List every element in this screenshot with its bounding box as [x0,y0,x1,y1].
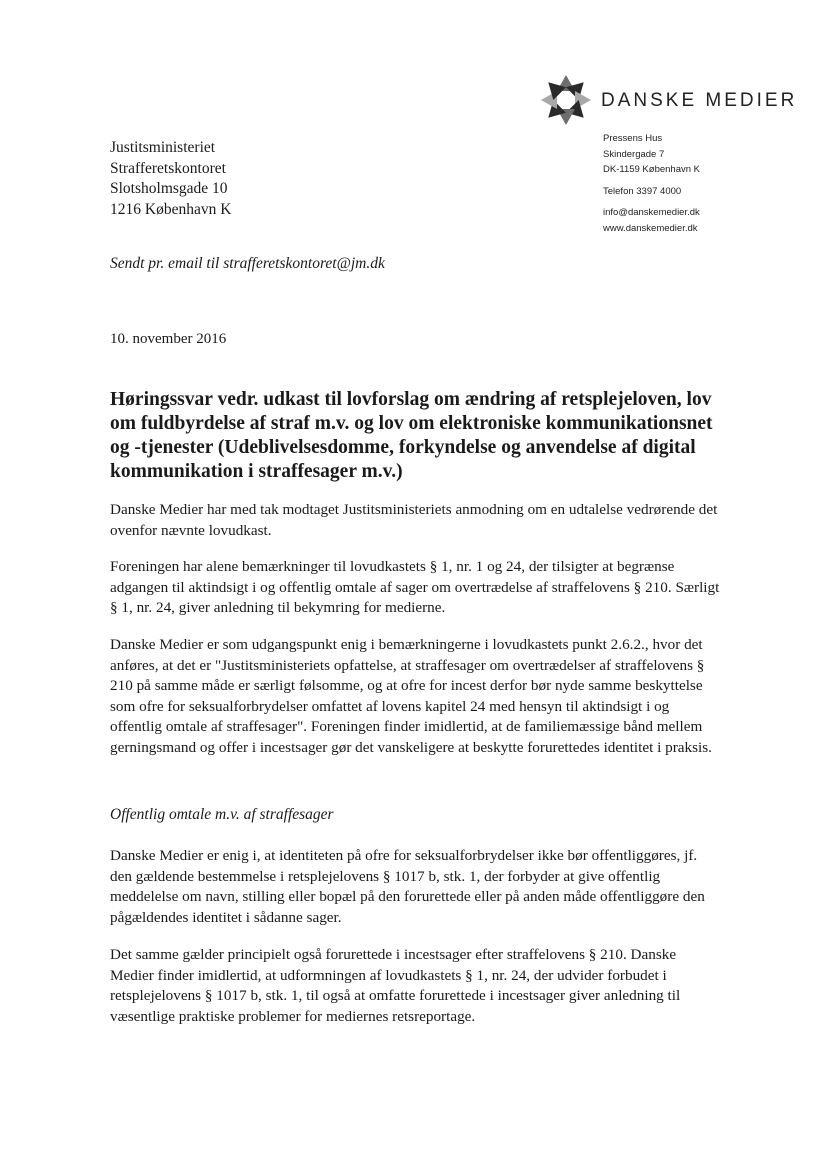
sender-contact-block [603,131,700,236]
sent-note: Sendt pr. email til strafferetskontoret@jm.dk [110,255,385,272]
body-paragraph: Danske Medier har med tak modtaget Justitsministeriets anmodning om en udtalelse vedrørende det ovenfor nævnte lovudkast. [110,501,718,539]
contact-city: DK-1159 København K [603,164,700,175]
contact-building: Pressens Hus [603,133,663,144]
body-paragraph: Det samme gælder principielt også forurettede i incestsager efter straffelovens § 210. Danske Medier finder imidlertid, at udformningen af lovudkastets § 1, nr. 24, der udvider forbudet i retsplejelovens § 1017 b, stk. 1, til også at omfatte forurettede i incestsager giver anledning til væsentlige praktiske problemer for mediernes retsreportage. [110,946,681,1025]
recipient-line: Strafferetskontoret [110,159,226,177]
body-paragraph: Danske Medier er som udgangspunkt enig i bemærkningerne i lovudkastets punkt 2.6.2., hvor det anføres, at det er "Justitsministeriets opfattelse, at straffesager om overtrædelser af straffelovens § 210 på samme måde er særligt følsomme, og at ofre for incest derfor bør nyde samme beskyttelse som ofre for seksualforbrydelser omfattet af lovens kapitel 24 med hensyn til aktindsigt i og offentlig omtale af straffesager". Foreningen finder imidlertid, at de familiemæssige bånd mellem gerningsmand og offer i incestsager gør det vanskeligere at beskytte forurettedes identitet i praksis. [110,636,712,756]
contact-street: Skindergade 7 [603,148,665,160]
contact-phone: Telefon 3397 4000 [603,185,682,197]
recipient-line: Justitsministeriet [110,139,216,156]
recipient-line: Slotsholmsgade 10 [110,180,228,197]
letter-date: 10. november 2016 [110,331,227,347]
danske-medier-logo-icon [540,74,592,126]
recipient-address [110,138,231,220]
contact-email: info@danskemedier.dk [603,207,700,218]
letter-subject: Høringssvar vedr. udkast til lovforslag om ændring af retsplejeloven, lov om fuldbyrdelse af straf m.v. og lov om elektroniske kommunikationsnet og -tjenester (Udeblivelsesdomme, forkyndelse og anvendelse af digital kommunikation i straffesager m.v.) [110,389,713,482]
body-paragraph: Danske Medier er enig i, at identiteten på ofre for seksualforbrydelser ikke bør offentliggøres, jf. den gældende bestemmelse i retsplejelovens § 1017 b, stk. 1, der forbyder at give offentlig meddelelse om navn, stilling eller bopæl på den forurettede eller på anden måde offentliggøre den pågældendes identitet i sådanne sager. [110,847,705,926]
body-paragraph: Foreningen har alene bemærkninger til lovudkastets § 1, nr. 1 og 24, der tilsigter at begrænse adgangen til aktindsigt i og offentlig omtale af sager om overtrædelse af straffelovens § 210. Særligt § 1, nr. 24, giver anledning til bekymring for medierne. [110,558,720,617]
section-heading: Offentlig omtale m.v. af straffesager [110,806,334,823]
brand-name: DANSKE MEDIER [601,90,798,111]
contact-website: www.danskemedier.dk [603,222,698,234]
recipient-line: 1216 København K [110,200,232,218]
